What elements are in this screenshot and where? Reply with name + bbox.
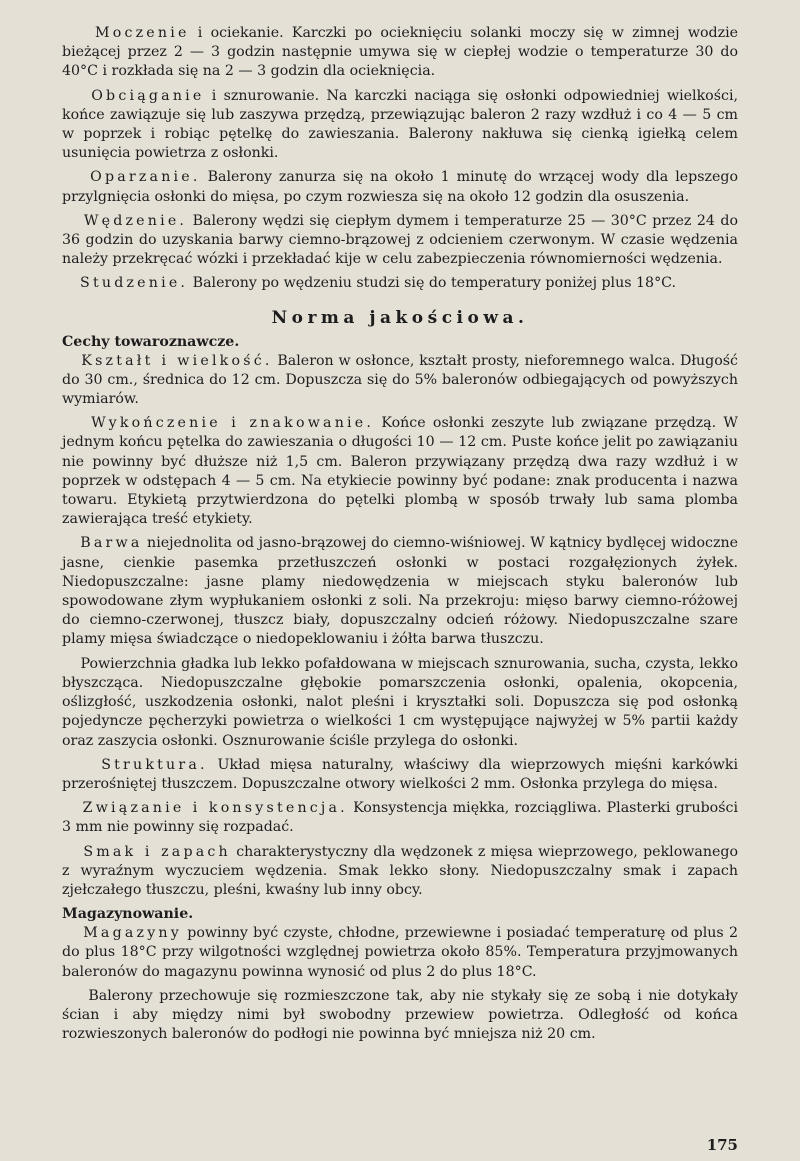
- subheading-features: Cechy towaroznawcze.: [62, 333, 240, 350]
- paragraph-lead: Kształt i wielkość.: [81, 352, 273, 369]
- subheading-storage: Magazynowanie.: [62, 906, 194, 923]
- paragraph-text: powinny być czyste, chłodne, przewiewne i posiadać temperaturę od plus 2 do plus 18°C przy wilgotności względnej powietrza około 85%. Temperatura przyjmowanych baleronów do magazynu powinna wynosić od plus 2 do plus 18°C.: [62, 925, 738, 980]
- paragraph: [62, 987, 738, 1045]
- paragraph-lead: Związanie i konsystencja.: [82, 800, 348, 817]
- paragraph-lead: Smak i zapach: [83, 843, 231, 860]
- paragraph: [62, 843, 738, 901]
- paragraph-text: niejednolita od jasno-brązowej do ciemno-wiśniowej. W kątnicy bydlęcej widoczne jasne, cienkie pasemka przetłuszczeń osłonki w postaci rozgałęzionych żyłek. Niedopuszczalne: jasne plamy niedowędzenia w miejscach styku baleronów lub spowodowane złym wypłukaniem osłonki z soli. Na przekroju: mięso barwy ciemno-różowej do ciemno-czerwonej, tłuszcz biały, dopuszczalny odcień różowy. Niedopuszczalne szare plamy mięsa świadczące o niedopeklowaniu i żółta barwa tłuszczu.: [62, 535, 738, 648]
- paragraph-text: Baleron w osłonce, kształt prosty, nieforemnego walca. Długość do 30 cm., średnica do 12 cm. Dopuszcza się do 5% baleronów odbiegających od powyższych wymiarów.: [62, 352, 738, 408]
- heading-quality-norm: Norma jakościowa.: [271, 307, 529, 328]
- paragraph-lead: Oparzanie.: [90, 169, 201, 186]
- section-storage: [62, 924, 738, 1044]
- paragraph-lead: Moczenie: [94, 25, 190, 41]
- paragraph: [62, 756, 738, 794]
- section-processing: [62, 24, 738, 294]
- paragraph-text: charakterystyczny dla wędzonek z mięsa wieprzowego, peklowanego z wyraźnym wyczuciem wędzenia. Smak lekko słony. Niedopuszczalny smak i zapach zjełczałego tłuszczu, pleśni, kwaśny lub inny obcy.: [62, 843, 738, 898]
- paragraph-text: i ociekanie. Karczki po ocieknięciu solanki moczy się w zimnej wodzie bieżącej przez 2 — 3 godzin następnie umywa się w ciepłej wodzie o temperaturze 30 do 40°C i rozkłada się na 2 — 3 godzin dla ocieknięcia.: [62, 25, 738, 80]
- paragraph-text: Balerony wędzi się ciepłym dymem i temperaturze 25 — 30°C przez 24 do 36 godzin do uzyskania barwy ciemno-brązowej z odcieniem czerwonym. W czasie wędzenia należy przekręcać wózki i przekładać kije w celu zabezpieczenia równomierności wędzenia.: [62, 212, 738, 268]
- paragraph-text: Balerony zanurza się na około 1 minutę do wrzącej wody dla lepszego przylgnięcia osłonki do mięsa, po czym rozwiesza się na około 12 godzin dla osuszenia.: [62, 169, 738, 205]
- paragraph: [62, 414, 738, 529]
- paragraph-lead: Magazyny: [83, 925, 182, 942]
- paragraph: [62, 534, 738, 649]
- paragraph: [62, 212, 738, 270]
- paragraph-text: Powierzchnia gładka lub lekko pofałdowana w miejscach sznurowania, sucha, czysta, lekko błyszcząca. Niedopuszczalne głębokie pomarszczenia osłonki, opalenia, okopcenia, oślizgłość, uszkodzenia osłonki, nalot pleśni i kryształki soli. Dopuszcza się pod osłonką pojedyncze pęcherzyki powietrza o wielkości 1 cm występujące najwyżej w 5% partii każdy oraz zaszycia osłonki. Osznurowanie ściśle przylega do osłonki.: [62, 655, 738, 749]
- paragraph: [62, 87, 738, 164]
- paragraph-lead: Wędzenie.: [83, 212, 188, 229]
- paragraph-lead: Barwa: [80, 535, 143, 552]
- page-number: 175: [706, 1136, 738, 1154]
- paragraph-lead: Struktura.: [101, 756, 208, 773]
- paragraph: [62, 924, 738, 982]
- paragraph-text: i sznurowanie. Na karczki naciąga się osłonki odpowiedniej wielkości, końce zawiązuje się lub zaszywa przędzą, przewiązując baleron 2 razy wzdłuż i co 4 — 5 cm w poprzek i robiąc pętelkę do zawieszania. Balerony nakłuwa się cienką igiełką celem usunięcia powietrza z osłonki.: [62, 87, 738, 162]
- paragraph-text: Układ mięsa naturalny, właściwy dla wieprzowych mięśni karkówki przerośniętej tłuszczem. Dopuszczalne otwory wielkości 2 mm. Osłonka przylega do mięsa.: [62, 756, 738, 792]
- paragraph-lead: Obciąganie: [91, 87, 205, 104]
- paragraph: [62, 799, 738, 837]
- paragraph: [62, 168, 738, 206]
- paragraph: [62, 24, 738, 82]
- paragraph: [62, 274, 738, 293]
- paragraph: [62, 655, 738, 751]
- paragraph-text: Konsystencja miękka, rozciągliwa. Plasterki grubości 3 mm nie powinny się rozpadać.: [62, 800, 738, 836]
- paragraph-text: Końce osłonki zeszyte lub związane przędzą. W jednym końcu pętelka do zawieszania o długości 10 — 12 cm. Puste końce jelit po zawiązaniu nie powinny być dłuższe niż 1,5 cm. Baleron przywiązany przędzą dwa razy wzdłuż i w poprzek w odstępach 4 — 5 cm. Na etykiecie powinny być podane: znak producenta i nazwa towaru. Etykietą przytwierdzona do pętelki plombą w sposób trwały lub sama plomba zawierająca treść etykiety.: [62, 415, 738, 528]
- paragraph-lead: Studzenie.: [80, 275, 189, 292]
- paragraph-text: Balerony przechowuje się rozmieszczone tak, aby nie stykały się ze sobą i nie dotykały ścian i aby między nimi był swobodny przewiew powietrza. Odległość od końca rozwieszonych baleronów do podłogi nie powinna być mniejsza niż 20 cm.: [62, 987, 738, 1043]
- section-features: [62, 352, 738, 900]
- paragraph-text: Balerony po wędzeniu studzi się do temperatury poniżej plus 18°C.: [188, 275, 677, 292]
- paragraph: [62, 352, 738, 410]
- paragraph-lead: Wykończenie i znakowanie.: [91, 415, 375, 432]
